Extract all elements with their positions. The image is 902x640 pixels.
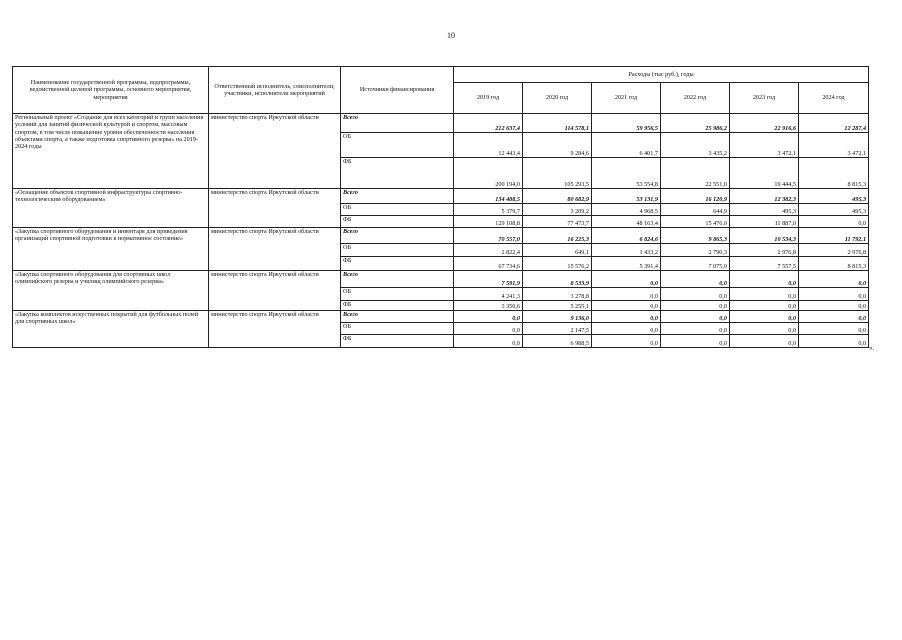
amount-cell: 212 637,4 <box>454 114 523 133</box>
amount-cell: 11 792,1 <box>799 228 869 244</box>
amount-cell: 9 284,6 <box>523 133 592 158</box>
amount-cell: 8 533,9 <box>523 271 592 288</box>
amount-cell: 2 976,8 <box>730 244 799 257</box>
amount-cell: 1 433,2 <box>592 244 661 257</box>
amount-cell: 0,0 <box>730 271 799 288</box>
amount-cell: 4 241,3 <box>454 288 523 301</box>
amount-cell: 0,0 <box>661 323 730 335</box>
amount-cell: 0,0 <box>799 311 869 323</box>
amount-cell: 77 473,7 <box>523 216 592 228</box>
amount-cell: 11 887,0 <box>730 216 799 228</box>
measure-name: Региональный проект «Создание для всех категорий и групп населения условий для занятий физической культурой и спортом, массовым спортом, в том числе повышение уровня обеспеченности населения объектами спорта, а также подготовка спортивного резерва» на 2019-2024 годы <box>13 114 209 189</box>
funding-source: ОБ <box>341 204 454 216</box>
amount-cell: 495,3 <box>799 189 869 204</box>
funding-source: ОБ <box>341 133 454 158</box>
header-expenses: Расходы (тыс руб.), годы <box>454 67 869 83</box>
amount-cell: 12 382,3 <box>730 189 799 204</box>
amount-cell: 0,0 <box>454 323 523 335</box>
amount-cell: 59 956,5 <box>592 114 661 133</box>
amount-cell: 2 147,5 <box>523 323 592 335</box>
responsible-executor: министерство спорта Иркутской области <box>209 271 341 311</box>
amount-cell: 5 391,4 <box>592 257 661 271</box>
amount-cell: 0,0 <box>730 301 799 311</box>
amount-cell: 53 554,8 <box>592 158 661 189</box>
amount-cell: 495,3 <box>730 204 799 216</box>
amount-cell: 16 120,9 <box>661 189 730 204</box>
amount-cell: 7 557,5 <box>730 257 799 271</box>
amount-cell: 3 472,1 <box>730 133 799 158</box>
amount-cell: 0,0 <box>799 335 869 348</box>
amount-cell: 9 136,0 <box>523 311 592 323</box>
amount-cell: 0,0 <box>799 216 869 228</box>
header-responsible: Ответственный исполнитель, соисполнители, участники, исполнители мероприятий <box>209 67 341 114</box>
table-row <box>13 271 869 288</box>
amount-cell: 5 255,1 <box>523 301 592 311</box>
amount-cell: 0,0 <box>592 271 661 288</box>
amount-cell: 0,0 <box>799 271 869 288</box>
responsible-executor: министерство спорта Иркутской области <box>209 228 341 271</box>
table-body <box>13 114 869 348</box>
amount-cell: 649,1 <box>523 244 592 257</box>
amount-cell: 7 075,0 <box>661 257 730 271</box>
funding-source: ОБ <box>341 244 454 257</box>
amount-cell: 6 401,7 <box>592 133 661 158</box>
amount-cell: 2 790,3 <box>661 244 730 257</box>
expenditure-table <box>12 66 869 348</box>
amount-cell: 9 865,3 <box>661 228 730 244</box>
amount-cell: 0,0 <box>661 288 730 301</box>
amount-cell: 0,0 <box>730 288 799 301</box>
amount-cell: 25 986,2 <box>661 114 730 133</box>
closing-mark: ». <box>869 344 875 352</box>
amount-cell: 22 916,6 <box>730 114 799 133</box>
table-row <box>13 311 869 323</box>
amount-cell: 0,0 <box>799 288 869 301</box>
amount-cell: 16 225,3 <box>523 228 592 244</box>
amount-cell: 22 551,0 <box>661 158 730 189</box>
amount-cell: 0,0 <box>661 301 730 311</box>
amount-cell: 0,0 <box>799 301 869 311</box>
table-row <box>13 228 869 244</box>
amount-cell: 495,3 <box>799 204 869 216</box>
funding-source: Всего <box>341 114 454 133</box>
amount-cell: 12 443,4 <box>454 133 523 158</box>
header-year: 2024 год <box>799 83 869 114</box>
measure-name: «Закупка спортивного оборудования для спортивных школ олимпийского резерва и училищ олимпийского резерва» <box>13 271 209 311</box>
amount-cell: 48 163,4 <box>592 216 661 228</box>
amount-cell: 0,0 <box>592 288 661 301</box>
table-row <box>13 189 869 204</box>
amount-cell: 15 576,2 <box>523 257 592 271</box>
amount-cell: 3 209,2 <box>523 204 592 216</box>
funding-source: ФБ <box>341 301 454 311</box>
amount-cell: 70 557,0 <box>454 228 523 244</box>
amount-cell: 12 287,4 <box>799 114 869 133</box>
funding-source: ОБ <box>341 323 454 335</box>
funding-source: ОБ <box>341 288 454 301</box>
measure-name: «Закупка спортивного оборудования и инвентаря для приведения организаций спортивной подготовки в нормативное состояние» <box>13 228 209 271</box>
amount-cell: 644,9 <box>661 204 730 216</box>
funding-source: ФБ <box>341 158 454 189</box>
amount-cell: 105 293,5 <box>523 158 592 189</box>
amount-cell: 3 472,1 <box>799 133 869 158</box>
header-year: 2022 год <box>661 83 730 114</box>
amount-cell: 0,0 <box>661 271 730 288</box>
funding-source: ФБ <box>341 335 454 348</box>
amount-cell: 3 350,6 <box>454 301 523 311</box>
amount-cell: 134 488,5 <box>454 189 523 204</box>
amount-cell: 15 476,0 <box>661 216 730 228</box>
amount-cell: 0,0 <box>592 335 661 348</box>
funding-source: Всего <box>341 311 454 323</box>
amount-cell: 0,0 <box>592 311 661 323</box>
header-year: 2023 год <box>730 83 799 114</box>
amount-cell: 8 815,3 <box>799 158 869 189</box>
amount-cell: 0,0 <box>730 335 799 348</box>
header-source: Источники финансирования <box>341 67 454 114</box>
amount-cell: 3 278,8 <box>523 288 592 301</box>
funding-source: ФБ <box>341 216 454 228</box>
funding-source: Всего <box>341 271 454 288</box>
amount-cell: 19 444,5 <box>730 158 799 189</box>
amount-cell: 7 591,9 <box>454 271 523 288</box>
amount-cell: 129 108,8 <box>454 216 523 228</box>
responsible-executor: министерство спорта Иркутской области <box>209 114 341 189</box>
amount-cell: 53 131,9 <box>592 189 661 204</box>
amount-cell: 8 815,3 <box>799 257 869 271</box>
amount-cell: 0,0 <box>454 335 523 348</box>
amount-cell: 0,0 <box>592 301 661 311</box>
header-year: 2019 год <box>454 83 523 114</box>
responsible-executor: министерство спорта Иркутской области <box>209 311 341 348</box>
amount-cell: 6 988,5 <box>523 335 592 348</box>
amount-cell: 5 379,7 <box>454 204 523 216</box>
amount-cell: 3 435,2 <box>661 133 730 158</box>
table-row <box>13 114 869 133</box>
amount-cell: 2 976,8 <box>799 244 869 257</box>
amount-cell: 114 578,1 <box>523 114 592 133</box>
amount-cell: 6 824,6 <box>592 228 661 244</box>
amount-cell: 0,0 <box>799 323 869 335</box>
amount-cell: 0,0 <box>592 323 661 335</box>
page-number: 10 <box>447 31 455 40</box>
header-year: 2020 год <box>523 83 592 114</box>
funding-source: ФБ <box>341 257 454 271</box>
amount-cell: 10 534,3 <box>730 228 799 244</box>
amount-cell: 2 822,4 <box>454 244 523 257</box>
amount-cell: 4 968,5 <box>592 204 661 216</box>
funding-source: Всего <box>341 228 454 244</box>
amount-cell: 67 734,6 <box>454 257 523 271</box>
amount-cell: 0,0 <box>661 311 730 323</box>
measure-name: «Закупка комплектов искуственных покрытий для футбольных полей для спортивных школ» <box>13 311 209 348</box>
measure-name: «Оснащение объектов спортивной инфраструктуры спортивно-технологическим оборудованием» <box>13 189 209 228</box>
header-name: Наименование государственной программы, подпрограммы, ведомственной целевой программы, основного мероприятия, мероприятия <box>13 67 209 114</box>
amount-cell: 0,0 <box>454 311 523 323</box>
amount-cell: 80 682,9 <box>523 189 592 204</box>
responsible-executor: министерство спорта Иркутской области <box>209 189 341 228</box>
amount-cell: 0,0 <box>661 335 730 348</box>
amount-cell: 200 194,0 <box>454 158 523 189</box>
header-year: 2021 год <box>592 83 661 114</box>
funding-source: Всего <box>341 189 454 204</box>
amount-cell: 0,0 <box>730 311 799 323</box>
amount-cell: 0,0 <box>730 323 799 335</box>
